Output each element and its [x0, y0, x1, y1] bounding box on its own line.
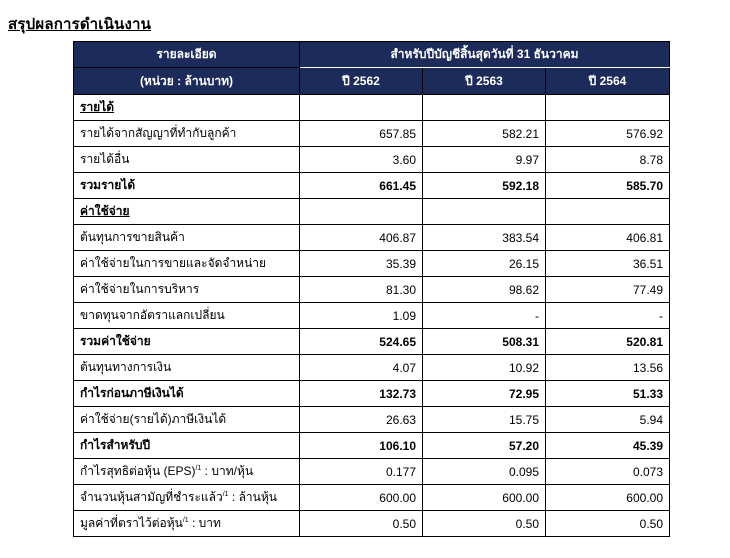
- table-row: [74, 511, 670, 537]
- row-label: [74, 251, 300, 277]
- total-row: [74, 433, 670, 459]
- value-cell-2: 10.92: [423, 355, 546, 381]
- value-cell-2: 0.095: [423, 459, 546, 485]
- value-cell-2: 26.15: [423, 251, 546, 277]
- value-cell-1: 661.45: [300, 173, 423, 199]
- value-cell-1: 3.60: [300, 147, 423, 173]
- value-cell-2: 15.75: [423, 407, 546, 433]
- year-header-2: ปี 2563: [423, 68, 546, 95]
- value-cell-1: 0.50: [300, 511, 423, 537]
- row-label: [74, 121, 300, 147]
- value-cell-2: [423, 199, 546, 225]
- row-label-text: ค่าใช้จ่ายในการขายและจัดจำหน่าย: [80, 256, 267, 270]
- value-cell-1: 1.09: [300, 303, 423, 329]
- table-row: [74, 147, 670, 173]
- row-label-text: จำนวนหุ้นสามัญที่ชำระแล้ว: [80, 490, 223, 504]
- row-label-text: รายได้อื่น: [80, 152, 130, 166]
- row-label: [74, 173, 300, 199]
- row-label-text: กำไรสำหรับปี: [80, 438, 151, 452]
- row-label: [74, 355, 300, 381]
- value-cell-2: -: [423, 303, 546, 329]
- value-cell-3: 576.92: [546, 121, 670, 147]
- value-cell-1: 4.07: [300, 355, 423, 381]
- row-label: [74, 303, 300, 329]
- row-label-text: รวมรายได้: [80, 178, 136, 192]
- value-cell-2: 383.54: [423, 225, 546, 251]
- value-cell-1: 600.00: [300, 485, 423, 511]
- table-row: [74, 251, 670, 277]
- row-label-text: ต้นทุนทางการเงิน: [80, 360, 172, 374]
- value-cell-2: 57.20: [423, 433, 546, 459]
- row-label-text: กำไรก่อนภาษีเงินได้: [80, 386, 184, 400]
- value-cell-1: [300, 95, 423, 121]
- value-cell-2: 72.95: [423, 381, 546, 407]
- value-cell-2: 9.97: [423, 147, 546, 173]
- value-cell-2: 600.00: [423, 485, 546, 511]
- value-cell-1: 0.177: [300, 459, 423, 485]
- table-row: [74, 277, 670, 303]
- row-label-text: ต้นทุนการขายสินค้า: [80, 230, 185, 244]
- total-row: [74, 173, 670, 199]
- page-title: สรุปผลการดำเนินงาน: [8, 16, 152, 33]
- value-cell-2: 592.18: [423, 173, 546, 199]
- row-label: [74, 511, 300, 537]
- value-cell-1: 406.87: [300, 225, 423, 251]
- row-label-text: กำไรสุทธิต่อหุ้น (EPS): [80, 464, 196, 478]
- year-header-3: ปี 2564: [546, 68, 670, 95]
- row-label: [74, 407, 300, 433]
- row-label-unit: : บาท: [188, 516, 221, 530]
- row-label-text: ค่าใช้จ่ายในการบริหาร: [80, 282, 200, 296]
- value-cell-3: -: [546, 303, 670, 329]
- value-cell-3: 8.78: [546, 147, 670, 173]
- row-label-text: รวมค่าใช้จ่าย: [80, 334, 151, 348]
- footnote-marker: /1: [182, 517, 189, 524]
- row-label: [74, 199, 300, 225]
- row-label-text: ค่าใช้จ่าย(รายได้)ภาษีเงินได้: [80, 412, 227, 426]
- table-row: [74, 407, 670, 433]
- value-cell-1: 657.85: [300, 121, 423, 147]
- table-row: [74, 459, 670, 485]
- year-header-1: ปี 2562: [300, 68, 423, 95]
- value-cell-3: 13.56: [546, 355, 670, 381]
- value-cell-1: 524.65: [300, 329, 423, 355]
- table-row: [74, 485, 670, 511]
- value-cell-3: 51.33: [546, 381, 670, 407]
- detail-header-line1: รายละเอียด: [74, 42, 300, 68]
- value-cell-3: 36.51: [546, 251, 670, 277]
- row-label: [74, 277, 300, 303]
- row-label-text: มูลค่าที่ตราไว้ต่อหุ้น: [80, 516, 183, 530]
- value-cell-2: 0.50: [423, 511, 546, 537]
- value-cell-3: 0.50: [546, 511, 670, 537]
- table-row: [74, 355, 670, 381]
- row-label: [74, 95, 300, 121]
- table-row: [74, 121, 670, 147]
- row-label: [74, 485, 300, 511]
- total-row: [74, 329, 670, 355]
- row-label-text: รายได้: [80, 100, 115, 114]
- value-cell-1: 106.10: [300, 433, 423, 459]
- row-label-unit: : บาท/หุ้น: [201, 464, 254, 478]
- value-cell-3: [546, 199, 670, 225]
- table-row: [74, 225, 670, 251]
- value-cell-3: 5.94: [546, 407, 670, 433]
- value-cell-3: 0.073: [546, 459, 670, 485]
- row-label-text: ค่าใช้จ่าย: [80, 204, 130, 218]
- value-cell-3: 77.49: [546, 277, 670, 303]
- value-cell-1: [300, 199, 423, 225]
- section-row: [74, 199, 670, 225]
- row-label-text: รายได้จากสัญญาที่ทำกับลูกค้า: [80, 126, 237, 140]
- value-cell-1: 26.63: [300, 407, 423, 433]
- value-cell-3: 585.70: [546, 173, 670, 199]
- value-cell-1: 81.30: [300, 277, 423, 303]
- period-header: สำหรับปีบัญชีสิ้นสุดวันที่ 31 ธันวาคม: [300, 42, 670, 68]
- total-row: [74, 381, 670, 407]
- value-cell-3: 520.81: [546, 329, 670, 355]
- value-cell-3: 600.00: [546, 485, 670, 511]
- value-cell-2: 582.21: [423, 121, 546, 147]
- section-row: [74, 95, 670, 121]
- row-label-text: ขาดทุนจากอัตราแลกเปลี่ยน: [80, 308, 225, 322]
- row-label: [74, 225, 300, 251]
- value-cell-1: 132.73: [300, 381, 423, 407]
- table-row: [74, 303, 670, 329]
- financial-summary-table: [73, 41, 670, 537]
- value-cell-3: 45.39: [546, 433, 670, 459]
- value-cell-2: [423, 95, 546, 121]
- value-cell-1: 35.39: [300, 251, 423, 277]
- footnote-marker: /1: [195, 465, 202, 472]
- detail-header-line2: (หน่วย : ล้านบาท): [74, 68, 300, 95]
- row-label: [74, 381, 300, 407]
- footnote-marker: /1: [222, 491, 229, 498]
- value-cell-2: 98.62: [423, 277, 546, 303]
- value-cell-3: 406.81: [546, 225, 670, 251]
- row-label: [74, 459, 300, 485]
- value-cell-3: [546, 95, 670, 121]
- row-label: [74, 147, 300, 173]
- row-label: [74, 433, 300, 459]
- row-label: [74, 329, 300, 355]
- row-label-unit: : ล้านหุ้น: [228, 490, 277, 504]
- value-cell-2: 508.31: [423, 329, 546, 355]
